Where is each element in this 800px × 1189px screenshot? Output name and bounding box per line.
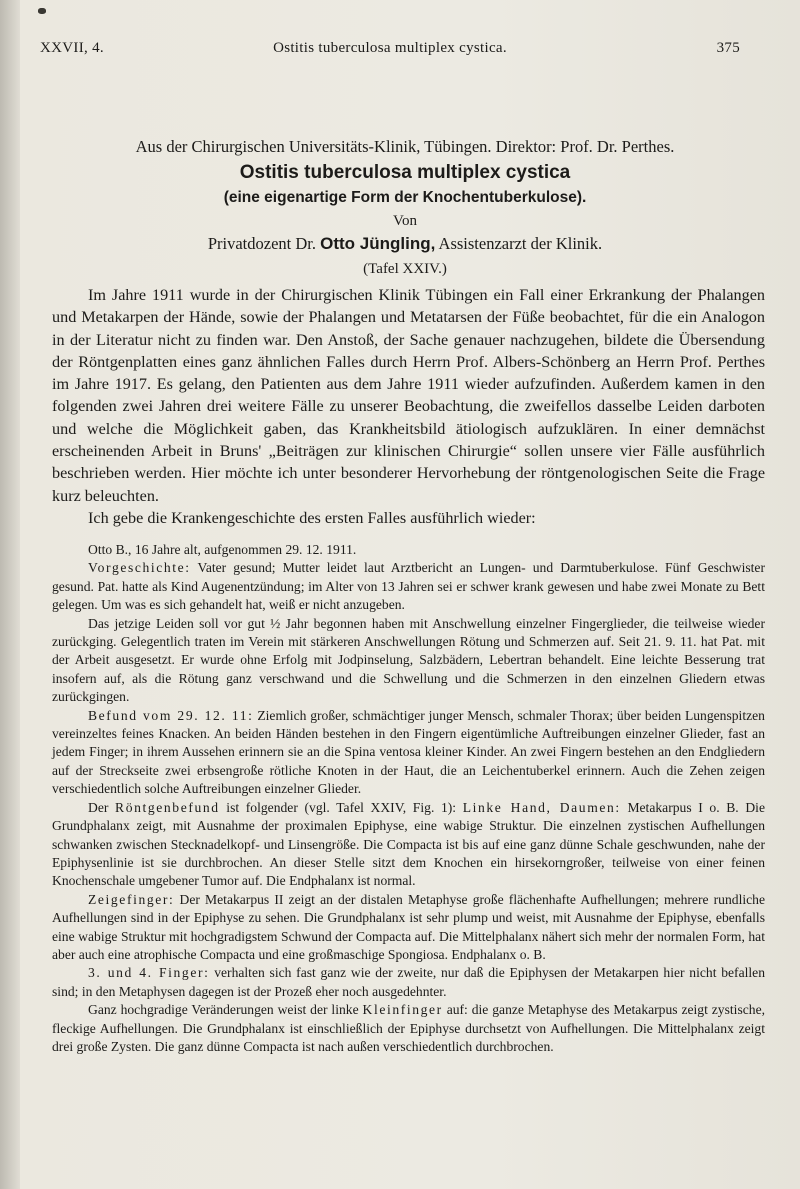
case-finger34 xyxy=(52,964,765,1001)
kleinfinger-label: Kleinfinger xyxy=(362,1002,443,1018)
befund-label: Befund vom 29. 12. 11: xyxy=(88,707,254,723)
roentgen-label: Röntgenbefund xyxy=(115,799,220,815)
page-binding-shadow xyxy=(0,0,20,1189)
case-history xyxy=(52,541,765,1056)
article-subtitle: (eine eigenartige Form der Knochentuberkulose). xyxy=(223,189,587,206)
kleinfinger-text: auf: die ganze Metaphyse des Metakarpus zeigt zystische, fleckige Aufhellungen. Die Grundphalanx ist einschließlich der Epiphyse durchsetzt von Aufhellungen. Die Mittelphalanx zeigt drei große Zysten. Die ganz dünne Compacta ist nach außen verschiedentlich durchbrochen. xyxy=(52,1002,766,1054)
ink-speck xyxy=(38,8,46,14)
body-text xyxy=(52,284,765,529)
case-roentgen xyxy=(52,799,765,891)
vorgeschichte-text: Vater gesund; Mutter leidet laut Arztbericht an Lungen- und Darmtuberkulose. Fünf Geschwister gesund. Pat. hatte als Kind Augenentzündung; im Alter von 13 Jahren sei er schwer krank gewesen und habe zwei Monate zu Bett gelegen. Um was es sich gehandelt hat, weiß er nicht anzugeben. xyxy=(52,560,765,613)
plate-reference: (Tafel XXIV.) xyxy=(363,261,447,277)
roentgen-intro: Der xyxy=(88,799,109,815)
author-prefix: Privatdozent Dr. xyxy=(207,234,316,253)
running-title: Ostitis tuberculosa multiplex cystica. xyxy=(273,40,507,56)
roentgen-text: Metakarpus I o. B. Die Grundphalanx zeigt, mit Ausnahme der proximalen Epiphyse, eine wabige Struktur. Die einzelnen zystischen Aufhellungen schwanken zwischen Stecknadelkopf- und Linsengröße. Die Compacta ist bis auf eine ganz dünne Schale geschwunden, nahe der Epiphysenlinie ist sie durchbrochen. An dieser Stelle sitzt dem Knochen ein hirsekorngroßer, teilweise von einer feinen Knochenschale umgebener Tumor auf. Die Endphalanx ist normal. xyxy=(52,799,765,889)
article-title: Ostitis tuberculosa multiplex cystica xyxy=(239,162,571,183)
case-vorgeschichte xyxy=(52,559,765,614)
paragraph-intro: Im Jahre 1911 wurde in der Chirurgischen Klinik Tübingen ein Fall einer Erkrankung der Phalangen und Metakarpen der Hände, sowie der Phalangen und Metatarsen der Füße beobachtet, für die ein Analogon in der Literatur nicht zu finden war. Den Anstoß, der Sache genauer nachzugehen, bildete die Übersendung der Röntgenplatten eines ganz ähnlichen Falles durch Herrn Prof. Albers-Schönberg an Herrn Prof. Perthes im Jahre 1917. Es gelang, den Patienten aus dem Jahre 1911 wieder aufzufinden. Außerdem kamen in den folgenden zwei Jahren drei weitere Fälle zu unserer Beobachtung, die zweifellos dasselbe Leiden darboten und welche die Möglichkeit gaben, das Krankheitsbild ätiologisch aufzuklären. In einer demnächst erscheinenden Arbeit in Bruns' „Beiträgen zur klinischen Chirurgie“ sollen unsere vier Fälle ausführlich beschrieben werden. Hier möchte ich unter besonderer Hervorhebung der röntgenologischen Seite die Frage kurz beleuchten. xyxy=(52,286,765,505)
case-leiden: Das jetzige Leiden soll vor gut ½ Jahr begonnen haben mit Anschwellung einzelner Fingerglieder, die teilweise wieder zurückging. Gelegentlich traten im Verein mit stärkeren Anschwellungen Rötung und Schmerzen auf. Seit 21. 9. 11. hat Pat. mit der Arbeit ausgesetzt. Er wurde ohne Erfolg mit Jodpinselung, Salzbädern, Lebertran behandelt. Eine leichte Besserung trat insofern auf, als die Rötung ganz verschwand und die Schwellung und die Schmerzen in den einzelnen Gliedern etwas zurückgingen. xyxy=(52,615,765,705)
paragraph-case-lead: Ich gebe die Krankengeschichte des ersten Falles ausführlich wieder: xyxy=(88,508,536,527)
affiliation: Aus der Chirurgischen Universitäts-Klinik, Tübingen. Direktor: Prof. Dr. Perthes. xyxy=(135,137,675,156)
befund-text: Ziemlich großer, schmächtiger junger Mensch, schmaler Thorax; über beiden Lungenspitzen vereinzeltes feines Knacken. An beiden Händen bestehen in den Fingern eigentümliche Auftreibungen einzelner Glieder, fast an jedem Finger; in ihrem Aussehen erinnern sie an die Spina ventosa kleiner Kinder. An zwei Fingern bestehen an den Endgliedern auf der Streckseite zwei erbsengroße rötliche Knoten in der Haut, die an Leichentuberkel erinnern. Auch die Zehen zeigen verschiedentlich solche Auftreibungen einzelner Glieder. xyxy=(52,707,765,797)
volume-number: XXVII, 4. xyxy=(40,40,104,56)
page-number: 375 xyxy=(716,40,740,56)
case-kleinfinger xyxy=(52,1001,765,1056)
case-zeigefinger xyxy=(52,891,765,965)
roentgen-hand-label: Linke Hand, Daumen: xyxy=(462,799,621,815)
by-line-von: Von xyxy=(393,213,417,229)
author-line xyxy=(40,234,770,254)
zeigefinger-label: Zeigefinger: xyxy=(88,891,175,907)
vorgeschichte-label: Vorgeschichte: xyxy=(88,560,191,576)
case-patient: Otto B., 16 Jahre alt, aufgenommen 29. 12. 1911. xyxy=(88,542,357,557)
case-befund xyxy=(52,707,765,799)
finger34-text: verhalten sich fast ganz wie der zweite, nur daß die Epiphysen der Metakarpen hier nicht befallen sind; in den Metaphysen dagegen ist der Prozeß eher noch ausgedehnter. xyxy=(52,965,765,999)
kleinfinger-intro: Ganz hochgradige Veränderungen weist der linke xyxy=(88,1002,359,1018)
zeigefinger-text: Der Metakarpus II zeigt an der distalen Metaphyse große flächenhafte Aufhellungen; mehrere rundliche Aufhellungen sind in der Epiphyse zu sehen. Die Grundphalanx ist sehr plump und weist, mit Ausnahme der Epiphyse, ebenfalls eine wabige Struktur mit hochgradigstem Schwund der Compacta auf. Die Mittelphalanx nähert sich mehr der normalen Form, hat aber auch eine atrophische Compacta und eine großmaschige Spongiosa. Endphalanx o. B. xyxy=(52,891,765,962)
finger34-label: 3. und 4. Finger: xyxy=(88,965,210,981)
author-name: Otto Jüngling, xyxy=(320,234,436,253)
running-head xyxy=(40,40,740,60)
author-suffix: Assistenzarzt der Klinik. xyxy=(438,234,603,253)
roentgen-mid: ist folgender (vgl. Tafel XXIV, Fig. 1): xyxy=(226,799,457,815)
